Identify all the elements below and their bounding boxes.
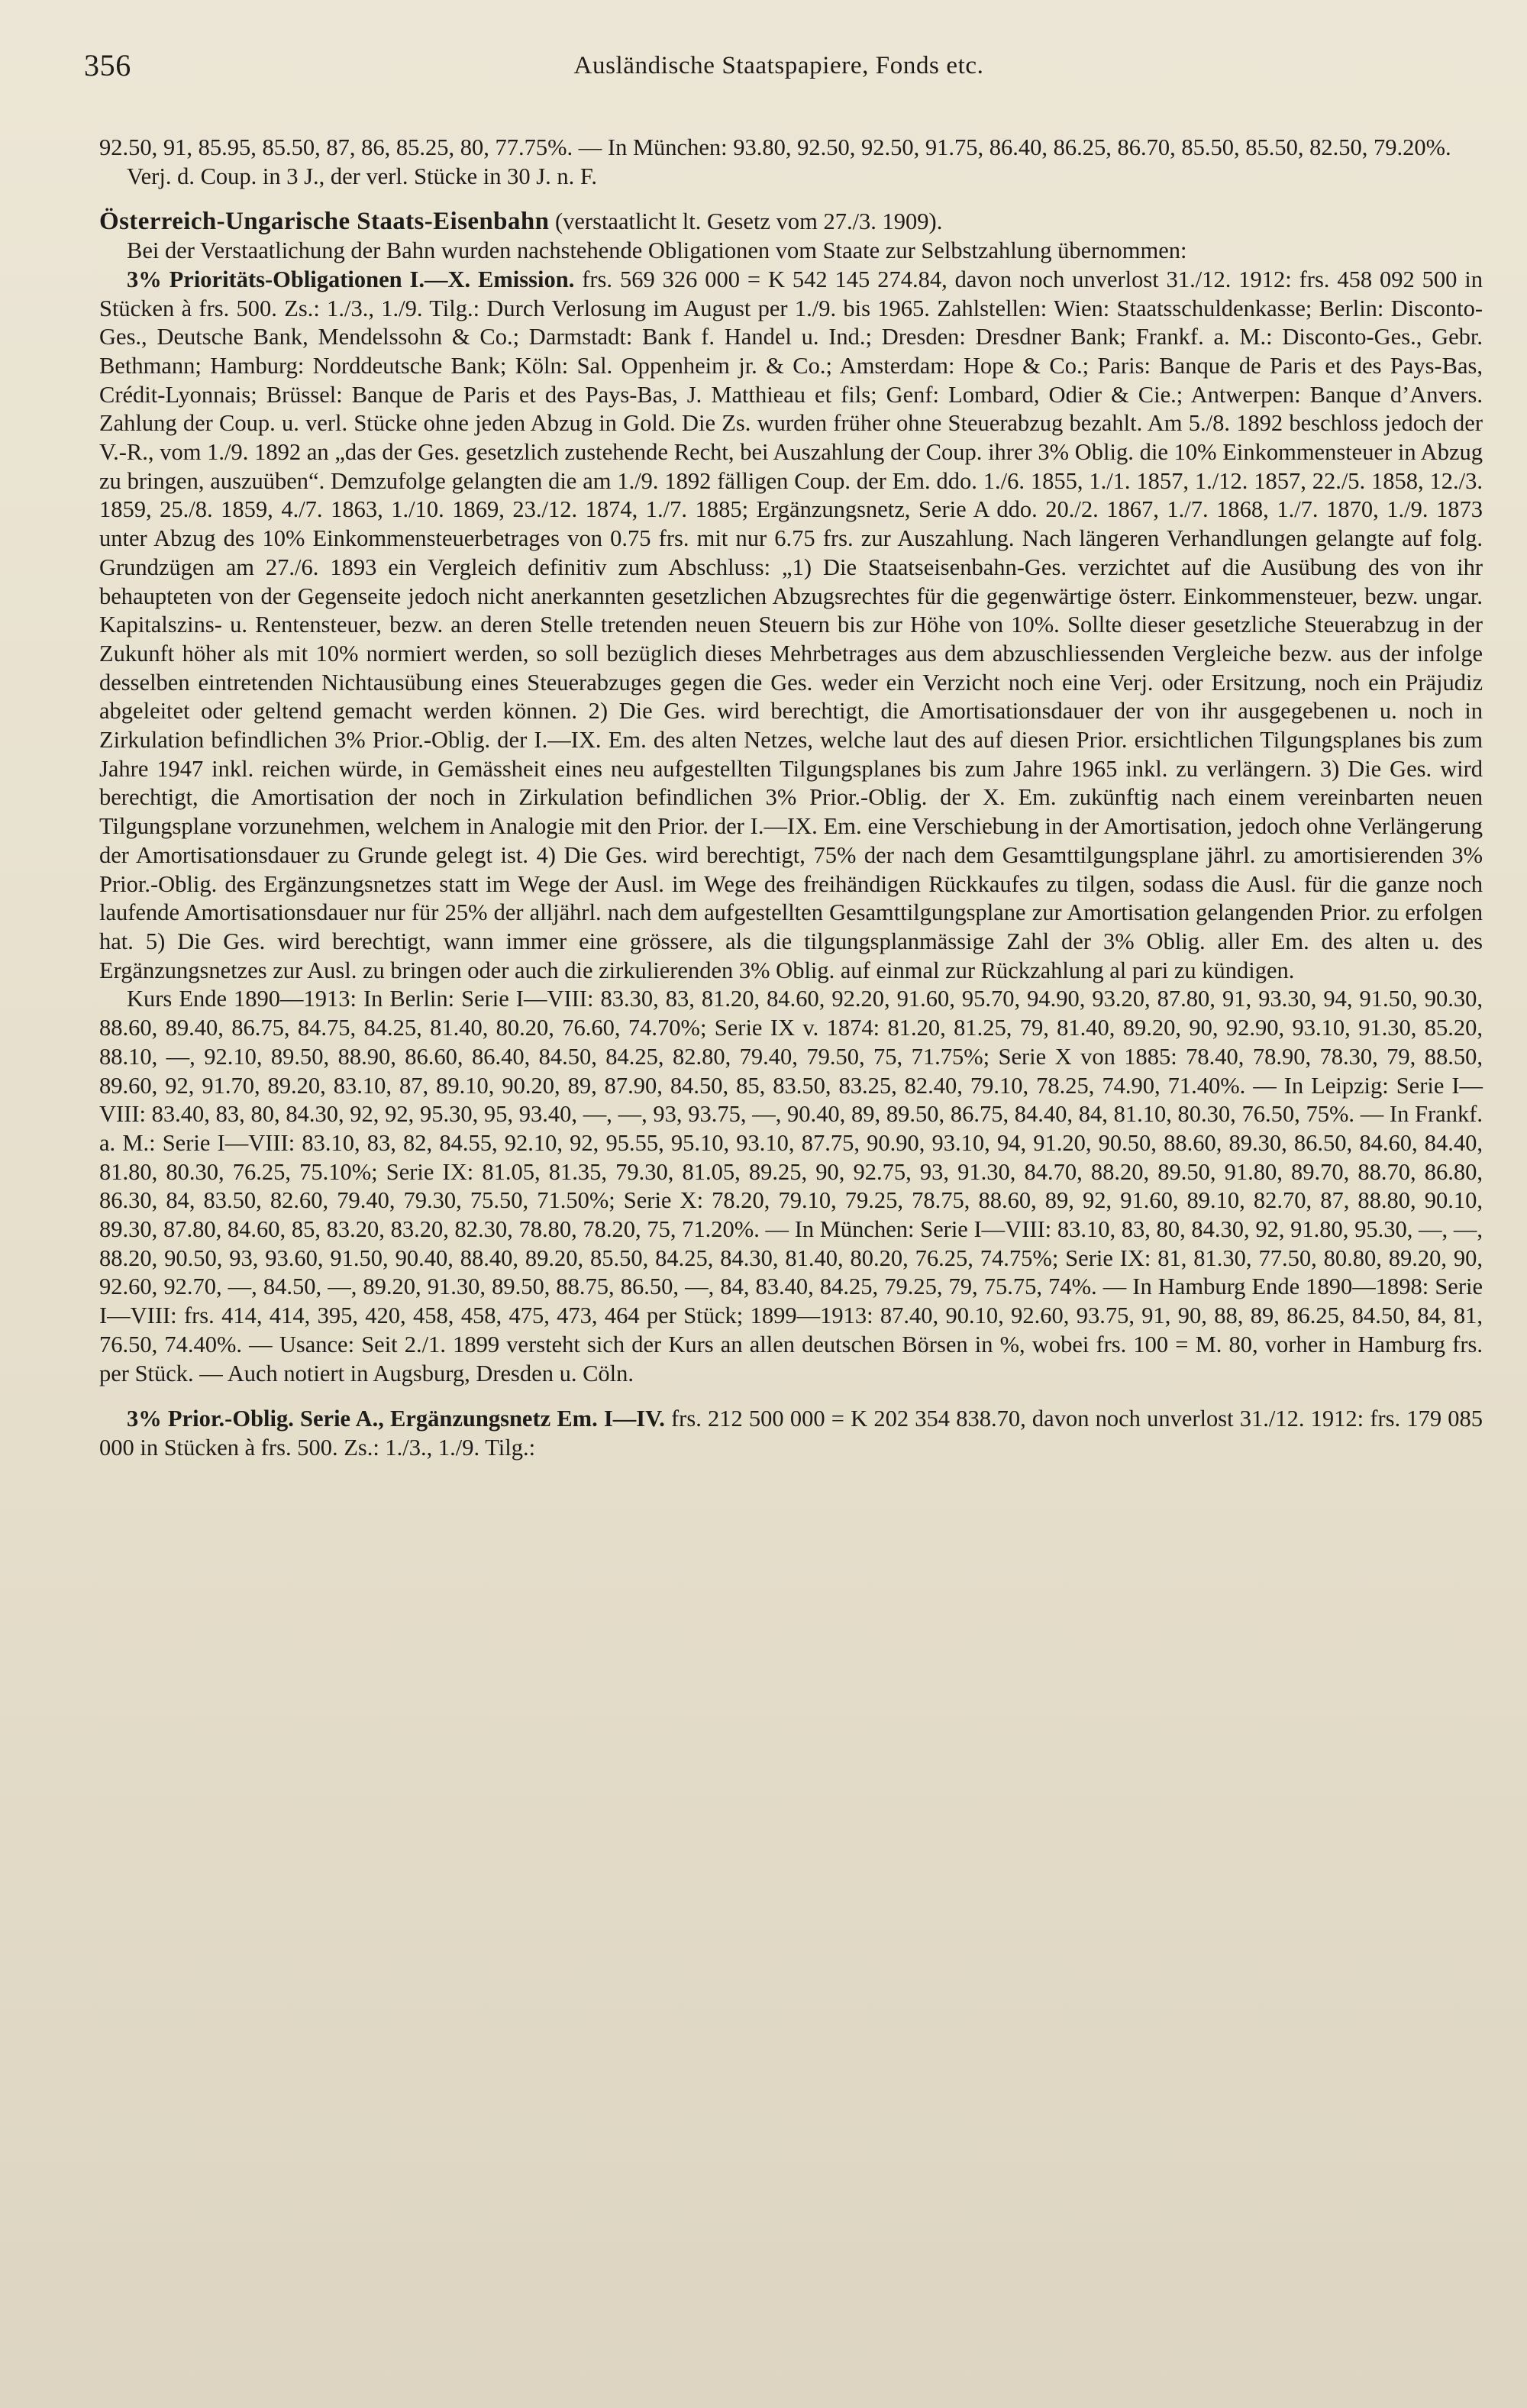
page-number: 356 [84,48,131,82]
running-title: Ausländische Staatspapiere, Fonds etc. [573,52,984,79]
verjaehrung-note: Verj. d. Coup. in 3 J., der verl. Stücke in 30 J. n. F. [127,163,597,189]
prioritaets-obligationen-title: 3% Prioritäts-Obligationen I.—X. Emission. [127,266,575,292]
page-header [84,47,1474,93]
section-subtitle: (verstaatlicht lt. Gesetz vom 27./3. 1909). [549,208,943,235]
prior-oblig-serie-a-title: 3% Prior.-Oblig. Serie A., Ergänzungsnetz Em. I—IV. [127,1406,665,1432]
prioritaets-obligationen-paragraph [99,266,1483,986]
section-oesterreich-ungarische-staatsbahn [99,208,1483,237]
section-title: Österreich-Ungarische Staats-Eisenbahn [99,208,550,236]
document-body [99,134,1483,1463]
kurs-paragraph: Kurs Ende 1890—1913: In Berlin: Serie I—VIII: 83.30, 83, 81.20, 84.60, 92.20, 91.60, 95.70, 94.90, 93.20, 87.80, 91, 93.30, 94, 91.50, 90.30, 88.60, 89.40, 86.75, 84.75, 84.25, 81.40, 80.20, 76.60, 74.70%; Serie IX v. 1874: 81.20, 81.25, 79, 81.40, 89.20, 90, 92.90, 93.10, 91.30, 85.20, 88.10, —, 92.10, 89.50, 88.90, 86.60, 86.40, 84.50, 84.25, 82.80, 79.40, 79.50, 75, 71.75%; Serie X von 1885: 78.40, 78.90, 78.30, 79, 88.50, 89.60, 92, 91.70, 89.20, 83.10, 87, 89.10, 90.20, 89, 87.90, 84.50, 85, 83.50, 83.25, 82.40, 79.10, 78.25, 74.90, 71.40%. — In Leipzig: Serie I—VIII: 83.40, 83, 80, 84.30, 92, 92, 95.30, 95, 93.40, —, —, 93, 93.75, —, 90.40, 89, 89.50, 86.75, 84.40, 84, 81.10, 80.30, 76.50, 75%. — In Frankf. a. M.: Serie I—VIII: 83.10, 83, 82, 84.55, 92.10, 92, 95.55, 95.10, 93.10, 87.75, 90.90, 93.10, 94, 91.20, 90.50, 88.60, 89.30, 86.50, 84.60, 84.40, 81.80, 80.30, 76.25, 75.10%; Serie IX: 81.05, 81.35, 79.30, 81.05, 89.25, 90, 92.75, 93, 91.30, 84.70, 88.20, 89.50, 91.80, 89.70, 88.70, 86.80, 86.30, 84, 83.50, 82.60, 79.40, 79.30, 75.50, 71.50%; Serie X: 78.20, 79.10, 79.25, 78.75, 88.60, 89, 92, 91.60, 89.10, 82.70, 87, 88.80, 90.10, 89.30, 87.80, 84.60, 85, 83.20, 83.20, 82.30, 78.80, 78.20, 75, 71.20%. — In München: Serie I—VIII: 83.10, 83, 80, 84.30, 92, 91.80, 95.30, —, —, 88.20, 90.50, 93, 93.60, 91.50, 90.40, 88.40, 89.20, 85.50, 84.25, 84.30, 81.40, 80.20, 76.25, 74.75%; Serie IX: 81, 81.30, 77.50, 80.80, 89.20, 90, 92.60, 92.70, —, 84.50, —, 89.20, 91.30, 89.50, 88.75, 86.50, —, 84, 83.40, 84.25, 79.25, 79, 75.75, 74%. — In Hamburg Ende 1890—1898: Serie I—VIII: frs. 414, 414, 395, 420, 458, 458, 475, 473, 464 per Stück; 1899—1913: 87.40, 90.10, 92.60, 93.75, 91, 90, 88, 89, 86.25, 84.50, 84, 81, 76.50, 74.40%. — Usance: Seit 2./1. 1899 versteht sich der Kurs an allen deutschen Börsen in %, wobei frs. 100 = M. 80, vorher in Hamburg frs. per Stück. — Auch notiert in Augsburg, Dresden u. Cöln. [99,986,1483,1386]
prior-oblig-serie-a-paragraph [99,1405,1483,1462]
prioritaets-obligationen-text: frs. 569 326 000 = K 542 145 274.84, davon noch unverlost 31./12. 1912: frs. 458 092 500 in Stücken à frs. 500. Zs.: 1./3., 1./9. Tilg.: Durch Verlosung im August per 1./9. bis 1965. Zahlstellen: Wien: Staatsschuldenkasse; Berlin: Disconto-Ges., Deutsche Bank, Mendelssohn & Co.; Darmstadt: Bank f. Handel u. Ind.; Dresden: Dresdner Bank; Frankf. a. M.: Disconto-Ges., Gebr. Bethmann; Hamburg: Norddeutsche Bank; Köln: Sal. Oppenheim jr. & Co.; Amsterdam: Hope & Co.; Paris: Banque de Paris et des Pays-Bas, Crédit-Lyonnais; Brüssel: Banque de Paris et des Pays-Bas, J. Matthieau et fils; Genf: Lombard, Odier & Cie.; Antwerpen: Banque d’Anvers. Zahlung der Coup. u. verl. Stücke ohne jeden Abzug in Gold. Die Zs. wurden früher ohne Steuerabzug bezahlt. Am 5./8. 1892 beschloss jedoch der V.-R., vom 1./9. 1892 an „das der Ges. gesetzlich zustehende Recht, bei Auszahlung der Coup. ihrer 3% Oblig. die 10% Einkommensteuer in Abzug zu bringen, auszuüben“. Demzufolge gelangten die am 1./9. 1892 fälligen Coup. der Em. ddo. 1./6. 1855, 1./1. 1857, 1./12. 1857, 22./5. 1858, 12./3. 1859, 25./8. 1859, 4./7. 1863, 1./10. 1869, 23./12. 1874, 1./7. 1885; Ergänzungsnetz, Serie A ddo. 20./2. 1867, 1./7. 1868, 1./7. 1870, 1./9. 1873 unter Abzug des 10% Einkommensteuerbetrages von 0.75 frs. mit nur 6.75 frs. zur Auszahlung. Nach längeren Verhandlungen gelangte auf folg. Grundzügen am 27./6. 1893 ein Vergleich definitiv zum Abschluss: „1) Die Staatseisenbahn-Ges. verzichtet auf die Ausübung des von ihr behaupteten von der Gegenseite jedoch nicht anerkannten gesetzlichen Abzugsrechtes für die gegenwärtige österr. Einkommensteuer, bezw. ungar. Kapitalszins- u. Rentensteuer, bezw. an deren Stelle tretenden neuen Steuern bis zur Höhe von 10%. Sollte dieser gesetzliche Steuerabzug in der Zukunft höher als mit 10% normiert werden, so soll bezüglich dieses Mehrbetrages aus dem abzuschliessenden Vergleiche bezw. aus der infolge desselben eintretenden Nichtausübung eines Steuerabzuges gegen die Ges. weder ein Verzicht noch eine Verj. oder Ersitzung, noch ein Präjudiz abgeleitet oder geltend gemacht werden können. 2) Die Ges. wird berechtigt, die Amortisationsdauer der von ihr ausgegebenen u. noch in Zirkulation befindlichen 3% Prior.-Oblig. der I.—IX. Em. des alten Netzes, welche laut des auf diesen Prior. ersichtlichen Tilgungsplanes bis zum Jahre 1947 inkl. reichen würde, in Gemässheit eines neu aufgestellten Tilgungsplanes bis zum Jahre 1965 inkl. zu verlängern. 3) Die Ges. wird berechtigt, die Amortisation der noch in Zirkulation befindlichen 3% Prior.-Oblig. der X. Em. zukünftig nach einem vereinbarten neuen Tilgungsplane vorzunehmen, welchem in Analogie mit den Prior. der I.—IX. Em. eine Verschiebung in der Amortisation, jedoch ohne Verlängerung der Amortisationsdauer zu Grunde gelegt ist. 4) Die Ges. wird berechtigt, 75% der nach dem Gesamttilgungsplane jährl. zu amortisierenden 3% Prior.-Oblig. des Ergänzungsnetzes statt im Wege der Ausl. im Wege des freihändigen Rückkaufes zu tilgen, sodass die Ausl. für die ganze noch laufende Amortisationsdauer nur für 25% der alljährl. nach dem aufgestellten Gesamttilgungsplane zur Amortisation gelangenden Prior. zu erfolgen hat. 5) Die Ges. wird berechtigt, wann immer eine grössere, als die tilgungsplanmässige Zahl der 3% Oblig. aller Em. des alten u. des Ergänzungsnetzes zur Ausl. zu bringen oder auch die zirkulierenden 3% Oblig. auf einmal zur Rückzahlung al pari zu kündigen. [99,266,1483,983]
prior-oblig-serie-a-text: frs. 212 500 000 = K 202 354 838.70, davon noch unverlost 31./12. 1912: frs. 179 085 000 in Stücken à frs. 500. Zs.: 1./3., 1./9. Tilg.: [99,1406,1483,1461]
intro-paragraph: 92.50, 91, 85.95, 85.50, 87, 86, 85.25, 80, 77.75%. — In München: 93.80, 92.50, 92.50, 91.75, 86.40, 86.25, 86.70, 85.50, 85.50, 82.50, 79.20%. [99,134,1451,160]
verstaatlichung-paragraph: Bei der Verstaatlichung der Bahn wurden nachstehende Obligationen vom Staate zur Selbstzahlung übernommen: [127,237,1187,264]
